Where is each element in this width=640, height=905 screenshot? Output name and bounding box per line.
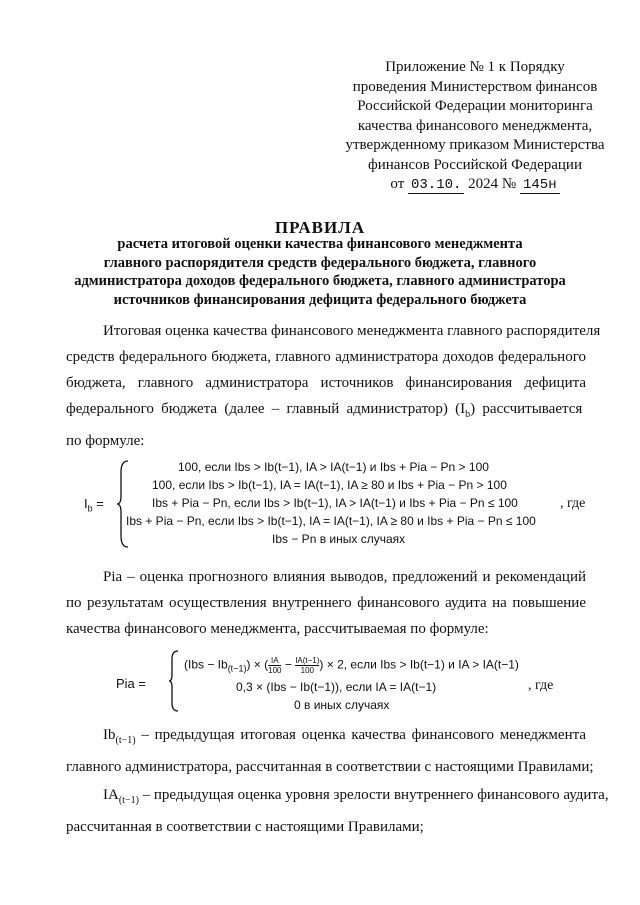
formula-suffix: , где xyxy=(528,678,554,693)
formula-case: Ibs + Pia − Pn, если Ibs > Ib(t−1), IA > IA(t−1) и Ibs + Pia − Pn ≤ 100 xyxy=(152,496,518,510)
para-line: федерального бюджета (далее – главный администратор) $(I_b)$ рассчитывается xyxy=(66,401,583,420)
order-date: 03.10. xyxy=(408,177,464,194)
document-title: ПРАВИЛА xyxy=(274,218,366,237)
subtitle-line: расчета итоговой оценки качества финансового менеджмента xyxy=(117,236,523,252)
header-line-3: Российской Федерации мониторинга xyxy=(357,98,593,114)
para-line: по формуле: xyxy=(66,433,145,449)
para-line: $IA_{(t-1)}$ – предыдущая оценка уровня зрелости внутреннего финансового аудита, xyxy=(103,787,609,806)
subtitle-line: источников финансирования дефицита федерального бюджета xyxy=(113,291,527,308)
para-line: рассчитанная в соответствии с настоящими Правилами; xyxy=(66,819,424,835)
date-year: 2024 № xyxy=(468,176,517,192)
formula-suffix: , где xyxy=(560,496,586,511)
para-line: главного администратора, рассчитанная в соответствии с настоящими Правилами; xyxy=(66,759,594,775)
header-line-1: Приложение № 1 к Порядку xyxy=(385,59,565,75)
definition-ia xyxy=(66,782,609,840)
formula-case: Ibs − Pn в иных случаях xyxy=(272,532,406,546)
formula-case: Ibs + Pia − Pn, если Ibs > Ib(t−1), IA = IA(t−1), IA ≥ 80 и Ibs + Pia − Pn ≤ 100 xyxy=(126,514,536,528)
header-line-2: проведения Министерством финансов xyxy=(352,78,598,95)
pia-paragraph xyxy=(66,564,586,642)
para-line: Итоговая оценка качества финансового менеджмента главного распорядителя xyxy=(103,323,601,339)
formula-case: $(Ibs - Ib_{(t-1)})$ × ( $\frac{IA}{100}$ − $\frac{IA(t-1)}{100}$ ) × 2, если Ibs > Ib(t−1) и IA > IA(t−1) xyxy=(184,656,519,675)
para-line: $Ib_{(t-1)}$ – предыдущая итоговая оценка качества финансового менеджмента xyxy=(103,727,586,746)
para-line: средств федерального бюджета, главного администратора доходов федерального xyxy=(66,349,586,365)
formula-case: 0 в иных случаях xyxy=(294,698,390,712)
para-line: по результатам осуществления внутреннего финансового аудита на повышение xyxy=(66,595,586,611)
order-date-line xyxy=(330,175,620,196)
header-line-5: утвержденному приказом Министерства xyxy=(345,137,605,153)
appendix-header xyxy=(330,58,620,196)
formula-pia xyxy=(66,650,596,712)
brace-icon xyxy=(116,460,130,548)
formula-lhs: Pia = xyxy=(116,676,147,691)
formula-case: 100, если Ibs > Ib(t−1), IA = IA(t−1), IA ≥ 80 и Ibs + Pia − Pn > 100 xyxy=(152,478,507,492)
formula-ib xyxy=(66,458,596,550)
brace-icon xyxy=(168,650,180,712)
definition-ib xyxy=(66,722,594,780)
header-line-4: качества финансового менеджмента, xyxy=(357,117,593,134)
subtitle-line: главного распорядителя средств федерального бюджета, главного xyxy=(103,254,537,271)
intro-paragraph xyxy=(66,318,601,454)
order-number: 145н xyxy=(520,177,560,194)
header-line-6: финансов Российской Федерации xyxy=(368,156,582,173)
formula-lhs: $I_b$ = xyxy=(84,496,104,514)
date-prefix: от xyxy=(390,176,405,192)
para-line: бюджета, главного администратора источников финансирования дефицита xyxy=(66,375,586,391)
para-line: Pia – оценка прогнозного влияния выводов, предложений и рекомендаций xyxy=(103,569,586,585)
formula-case: 0,3 × (Ibs − Ib(t−1)), если IA = IA(t−1) xyxy=(236,680,437,694)
subscript: b xyxy=(465,409,471,420)
para-line: качества финансового менеджмента, рассчитываемая по формуле: xyxy=(66,621,489,637)
formula-case: 100, если Ibs > Ib(t−1), IA > IA(t−1) и Ibs + Pia − Pn > 100 xyxy=(178,460,489,474)
subtitle-line: администратора доходов федерального бюджета, главного администратора xyxy=(74,273,566,289)
document-subtitle xyxy=(40,235,600,309)
